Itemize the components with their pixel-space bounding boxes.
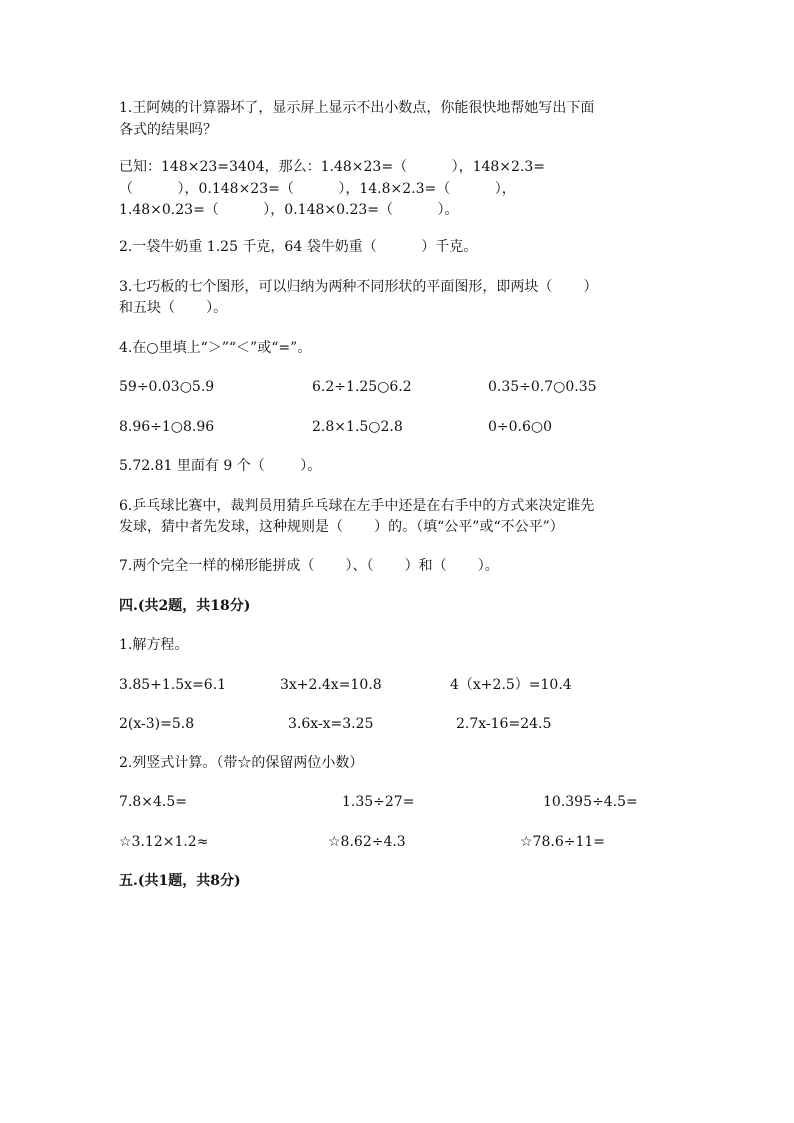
calc-item: ☆78.6÷11= xyxy=(520,834,605,850)
calc-item: ☆8.62÷4.3 xyxy=(328,834,406,850)
equation-item: 2.7x-16=24.5 xyxy=(456,716,552,732)
q4-item: 0÷0.6○0 xyxy=(488,419,553,435)
calc-item: 10.395÷4.5= xyxy=(543,794,638,810)
q4-item: 2.8×1.5○2.8 xyxy=(312,419,403,435)
q4-title: 4.在○里填上“＞”“＜”或“=”。 xyxy=(119,340,312,356)
q7-text: 7.两个完全一样的梯形能拼成（ ）、（ ）和（ ）。 xyxy=(119,558,499,574)
q3-line1: 3.七巧板的七个图形，可以归纳为两种不同形状的平面图形，即两块（ ） xyxy=(119,279,598,295)
q4-item: 6.2÷1.25○6.2 xyxy=(312,379,412,395)
q6-line2: 发球，猜中者先发球，这种规则是（ ）的。（填“公平”或“不公平”） xyxy=(119,519,564,535)
section4-p2-title: 2.列竖式计算。（带☆的保留两位小数） xyxy=(119,755,364,771)
equation-item: 3x+2.4x=10.8 xyxy=(280,677,382,693)
q5-text: 5.72.81 里面有 9 个（ ）。 xyxy=(119,458,322,474)
equation-item: 3.6x-x=3.25 xyxy=(288,716,374,732)
q2-text: 2.一袋牛奶重 1.25 千克，64 袋牛奶重（ ）千克。 xyxy=(119,239,478,255)
q4-item: 8.96÷1○8.96 xyxy=(119,419,215,435)
q1-line5: 1.48×0.23=（ ），0.148×0.23=（ ）。 xyxy=(119,202,459,218)
section5-heading: 五.(共1题，共8分) xyxy=(119,873,241,889)
q1-line3: 已知：148×23=3404，那么：1.48×23=（ ），148×2.3= xyxy=(119,159,546,175)
section4-p1-title: 1.解方程。 xyxy=(119,637,189,653)
q1-line1: 1.王阿姨的计算器坏了，显示屏上显示不出小数点，你能很快地帮她写出下面 xyxy=(119,100,595,116)
q4-item: 59÷0.03○5.9 xyxy=(119,379,215,395)
calc-item: ☆3.12×1.2≈ xyxy=(119,834,209,850)
q3-line2: 和五块（ ）。 xyxy=(119,300,228,316)
q1-line2: 各式的结果吗？ xyxy=(119,122,217,138)
q6-line1: 6.乒乓球比赛中，裁判员用猜乒乓球在左手中还是在右手中的方式来决定谁先 xyxy=(119,498,595,514)
q1-line4: （ ），0.148×23=（ ），14.8×2.3=（ ）， xyxy=(119,181,516,197)
equation-item: 2(x-3)=5.8 xyxy=(119,716,195,732)
equation-item: 4（x+2.5）=10.4 xyxy=(450,677,572,693)
section4-heading: 四.(共2题，共18分) xyxy=(119,598,251,614)
equation-item: 3.85+1.5x=6.1 xyxy=(119,677,227,693)
q4-item: 0.35÷0.7○0.35 xyxy=(488,379,597,395)
calc-item: 1.35÷27= xyxy=(342,794,415,810)
calc-item: 7.8×4.5= xyxy=(119,794,187,810)
